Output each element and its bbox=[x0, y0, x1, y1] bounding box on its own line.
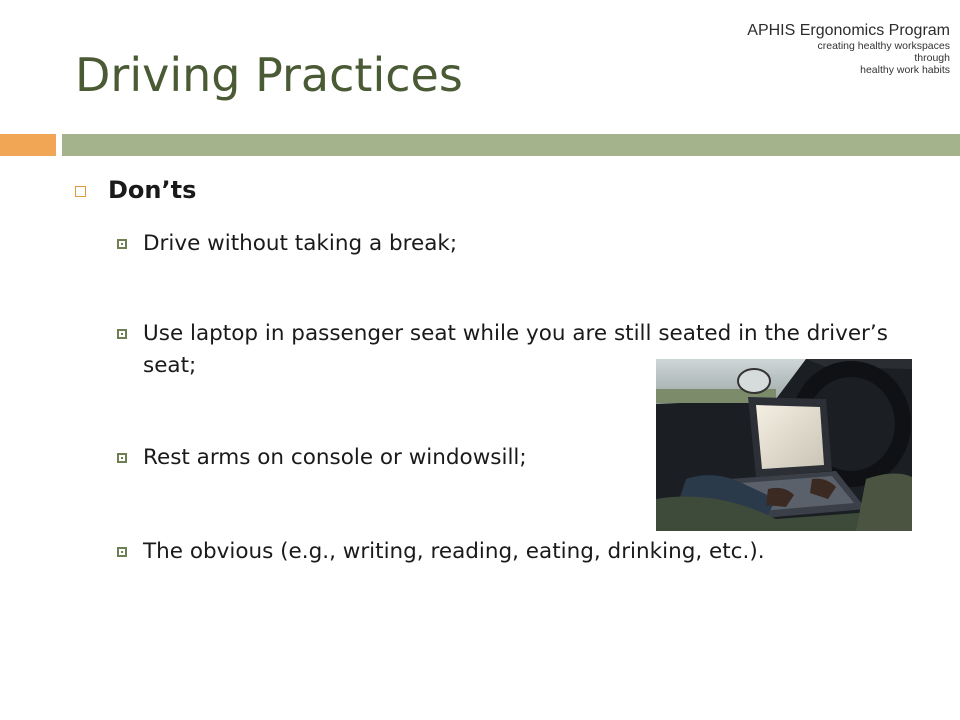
list-item bbox=[117, 536, 907, 568]
accent-bar-green bbox=[62, 134, 960, 156]
list-item bbox=[117, 228, 907, 260]
accent-bar-orange bbox=[0, 134, 56, 156]
laptop-in-car-photo bbox=[656, 359, 912, 531]
donts-heading-row bbox=[75, 176, 196, 204]
square-bullet-icon bbox=[117, 329, 127, 339]
brand-name: APHIS Ergonomics Program bbox=[747, 22, 950, 39]
hollow-square-bullet-icon bbox=[75, 186, 86, 197]
donts-heading: Don’ts bbox=[108, 176, 197, 204]
slide-title: Driving Practices bbox=[75, 48, 463, 102]
brand-tagline-line-3: healthy work habits bbox=[860, 64, 950, 76]
square-bullet-icon bbox=[117, 547, 127, 557]
list-item-text: Drive without taking a break; bbox=[143, 231, 458, 256]
list-item-text: The obvious (e.g., writing, reading, eating, drinking, etc.). bbox=[143, 539, 765, 564]
brand-tagline-line-1: creating healthy workspaces bbox=[817, 40, 950, 52]
list-item-text: Use laptop in passenger seat while you are still seated in the driver’s seat; bbox=[143, 321, 888, 378]
square-bullet-icon bbox=[117, 239, 127, 249]
brand-block bbox=[747, 22, 950, 76]
square-bullet-icon bbox=[117, 453, 127, 463]
brand-tagline-line-2: through bbox=[914, 52, 950, 64]
list-item-text: Rest arms on console or windowsill; bbox=[143, 445, 527, 470]
